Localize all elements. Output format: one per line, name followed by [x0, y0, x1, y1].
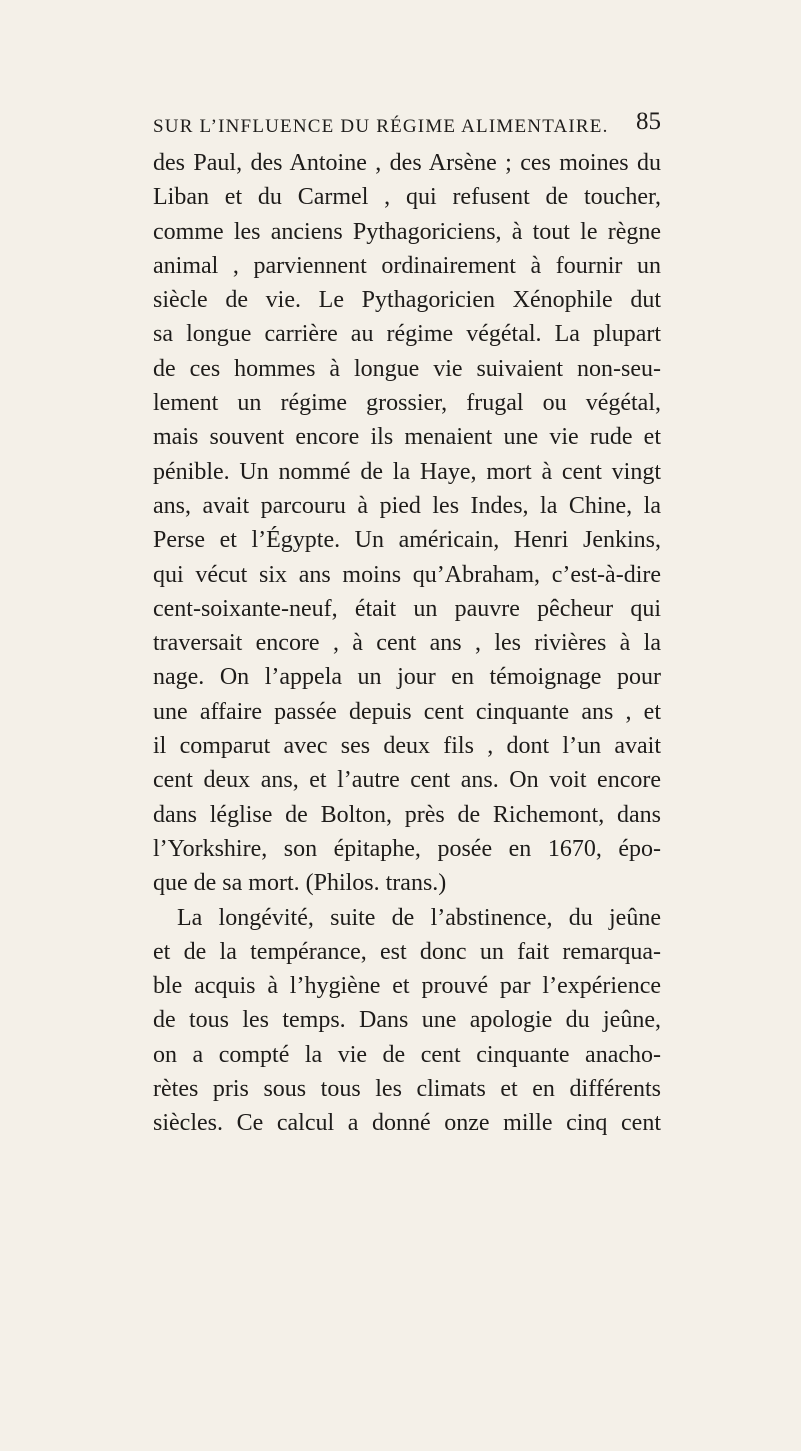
text-line: qui vécut six ans moins qu’Abraham, c’est-à-dire — [153, 561, 661, 588]
text-line: de tous les temps. Dans une apologie du jeûne, — [153, 1007, 661, 1034]
running-title: SUR L’INFLUENCE DU RÉGIME ALIMENTAIRE. — [153, 116, 609, 137]
text-line: il comparut avec ses deux fils , dont l’un avait — [153, 733, 661, 760]
text-line: que de sa mort. (Philos. trans.) — [153, 870, 447, 897]
text-line: animal , parviennent ordinairement à fournir un — [153, 252, 661, 279]
text-line: ble acquis à l’hygiène et prouvé par l’expérience — [153, 973, 661, 1000]
text-line: Perse et l’Égypte. Un américain, Henri Jenkins, — [153, 527, 661, 554]
text-line: siècles. Ce calcul a donné onze mille cinq cent — [153, 1110, 661, 1137]
page-number: 85 — [636, 108, 661, 135]
text-line: lement un régime grossier, frugal ou végétal, — [153, 390, 661, 417]
text-line: des Paul, des Antoine , des Arsène ; ces moines du — [153, 150, 661, 176]
text-line: ans, avait parcouru à pied les Indes, la Chine, la — [153, 492, 661, 519]
text-line: mais souvent encore ils menaient une vie rude et — [153, 424, 661, 451]
text-line: une affaire passée depuis cent cinquante ans , et — [153, 698, 661, 725]
text-line: dans léglise de Bolton, près de Richemont, dans — [153, 801, 661, 828]
text-line: sa longue carrière au régime végétal. La plupart — [153, 321, 661, 348]
text-line: nage. On l’appela un jour en témoignage pour — [153, 664, 661, 691]
text-line: de ces hommes à longue vie suivaient non-seu- — [153, 355, 661, 382]
text-line: cent deux ans, et l’autre cent ans. On voit encore — [153, 767, 661, 794]
text-line: Liban et du Carmel , qui refusent de toucher, — [153, 184, 661, 211]
text-line: siècle de vie. Le Pythagoricien Xénophile dut — [153, 287, 661, 314]
text-line: rètes pris sous tous les climats et en différents — [153, 1076, 661, 1103]
text-line: on a compté la vie de cent cinquante anacho- — [153, 1041, 661, 1068]
body-text — [153, 146, 661, 1141]
text-line: pénible. Un nommé de la Haye, mort à cent vingt — [153, 458, 661, 485]
page-header — [153, 108, 661, 140]
text-line: et de la tempérance, est donc un fait remarqua- — [153, 938, 661, 965]
text-line: cent-soixante-neuf, était un pauvre pêcheur qui — [153, 595, 661, 622]
text-line: La longévité, suite de l’abstinence, du jeûne — [177, 904, 661, 931]
text-line: traversait encore , à cent ans , les rivières à la — [153, 630, 661, 657]
text-line: comme les anciens Pythagoriciens, à tout le règne — [153, 218, 661, 245]
text-line: l’Yorkshire, son épitaphe, posée en 1670, épo- — [153, 835, 661, 862]
